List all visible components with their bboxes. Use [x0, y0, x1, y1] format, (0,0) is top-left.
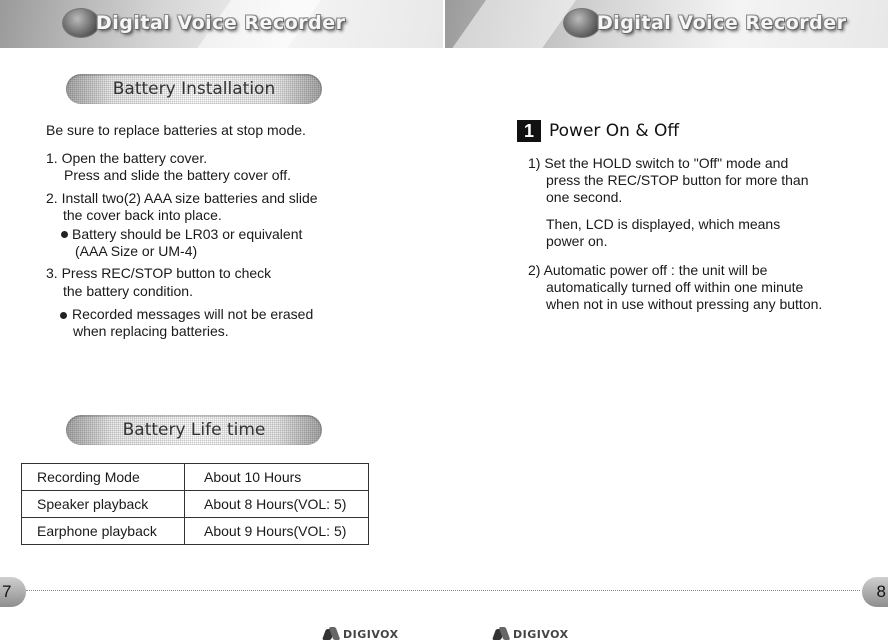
- table-cell-time: About 10 Hours: [185, 464, 369, 491]
- instruction-line: automatically turned off within one minute: [546, 279, 804, 295]
- header-banner-left: [0, 0, 443, 48]
- instruction-line: Then, LCD is displayed, which means: [546, 216, 781, 232]
- heading-text: Battery Life time: [122, 420, 266, 440]
- instruction-line: press the REC/STOP button for more than: [546, 172, 809, 188]
- step-line: 3. Press REC/STOP button to check: [46, 265, 272, 281]
- brand-text: DIGIVOX: [343, 627, 399, 641]
- page-number-left: 7: [0, 577, 26, 607]
- note-line: Recorded messages will not be erased: [72, 306, 314, 322]
- note-line: (AAA Size or UM-4): [75, 243, 198, 259]
- brand-logo-left: [324, 626, 399, 642]
- step-line: the battery condition.: [63, 283, 193, 299]
- logo-orb-icon: [62, 8, 100, 38]
- table-row: [22, 491, 369, 518]
- brand-mark-icon: [324, 627, 340, 641]
- header-logo: [563, 5, 846, 41]
- step-line: 1. Open the battery cover.: [46, 150, 208, 166]
- instruction-line: power on.: [546, 233, 608, 249]
- note-line: Battery should be LR03 or equivalent: [72, 226, 303, 242]
- header-banner-right: [445, 0, 888, 48]
- bullet-icon: [60, 312, 67, 319]
- instruction-line: 1) Set the HOLD switch to "Off" mode and: [528, 155, 789, 171]
- intro-text: Be sure to replace batteries at stop mode.: [46, 122, 306, 138]
- step-line: Press and slide the battery cover off.: [64, 167, 291, 183]
- instruction-line: when not in use without pressing any button.: [546, 296, 823, 312]
- table-row: [22, 464, 369, 491]
- brand-logo-right: [494, 626, 569, 642]
- note-line: when replacing batteries.: [73, 323, 229, 339]
- table-row: [22, 518, 369, 545]
- battery-installation-heading: [66, 74, 322, 104]
- battery-life-table: [21, 463, 369, 545]
- step-line: 2. Install two(2) AAA size batteries and slide: [46, 190, 318, 206]
- table-cell-mode: Earphone playback: [22, 518, 185, 545]
- section-number-badge: 1: [517, 120, 541, 142]
- table-cell-mode: Speaker playback: [22, 491, 185, 518]
- battery-life-heading: [66, 415, 322, 445]
- footer-divider: [26, 590, 860, 591]
- instruction-line: one second.: [546, 189, 623, 205]
- step-line: the cover back into place.: [63, 207, 222, 223]
- table-cell-time: About 9 Hours(VOL: 5): [185, 518, 369, 545]
- bullet-icon: [61, 231, 68, 238]
- table-cell-time: About 8 Hours(VOL: 5): [185, 491, 369, 518]
- page-number-right: 8: [862, 577, 888, 607]
- header-title: Digital Voice Recorder: [96, 12, 346, 34]
- section-title: Power On & Off: [549, 121, 680, 141]
- brand-text: DIGIVOX: [513, 627, 569, 641]
- instruction-line: 2) Automatic power off : the unit will be: [528, 262, 768, 278]
- brand-mark-icon: [494, 627, 510, 641]
- heading-text: Battery Installation: [112, 79, 276, 99]
- header-title: Digital Voice Recorder: [597, 12, 847, 34]
- header-logo: [62, 5, 345, 41]
- logo-orb-icon: [563, 8, 601, 38]
- table-cell-mode: Recording Mode: [22, 464, 185, 491]
